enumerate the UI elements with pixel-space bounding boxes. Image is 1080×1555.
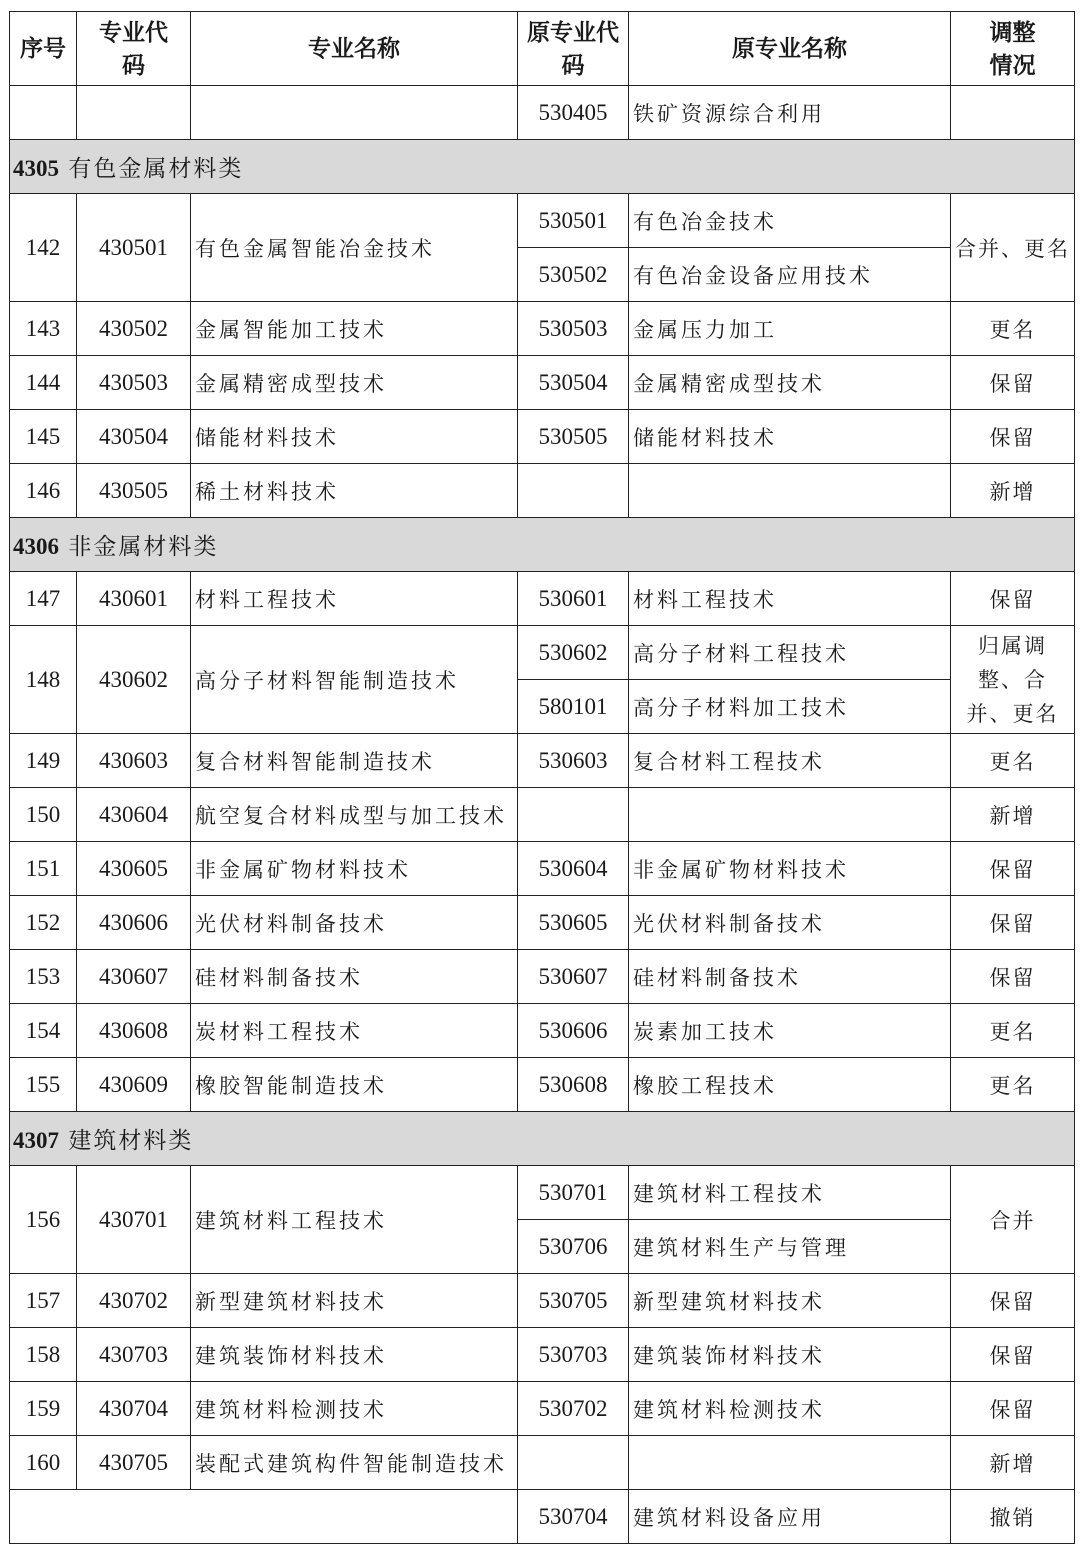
- code-cell: 430505: [77, 464, 191, 518]
- name-cell: 航空复合材料成型与加工技术: [191, 788, 518, 842]
- table-row: [10, 356, 1075, 410]
- status-cell: 新增: [951, 1436, 1075, 1490]
- orig-code-cell: 530702: [518, 1382, 629, 1436]
- table-row: [10, 194, 1075, 248]
- name-cell: 稀土材料技术: [191, 464, 518, 518]
- seq-cell: 160: [10, 1436, 77, 1490]
- header-seq: 序号: [10, 12, 77, 86]
- orig-name-cell: 建筑材料工程技术: [629, 1166, 951, 1220]
- status-cell: 合并、更名: [951, 194, 1075, 302]
- orig-name-cell: 炭素加工技术: [629, 1004, 951, 1058]
- status-cell: 更名: [951, 1058, 1075, 1112]
- seq-cell: 149: [10, 734, 77, 788]
- name-cell: 建筑材料检测技术: [191, 1382, 518, 1436]
- table-row: [10, 896, 1075, 950]
- name-cell: 有色金属智能冶金技术: [191, 194, 518, 302]
- table-row: [10, 842, 1075, 896]
- status-cell: 保留: [951, 1328, 1075, 1382]
- orig-name-cell: 金属精密成型技术: [629, 356, 951, 410]
- orig-code-cell: 530607: [518, 950, 629, 1004]
- status-cell: 保留: [951, 1274, 1075, 1328]
- seq-cell: 150: [10, 788, 77, 842]
- seq-cell: 146: [10, 464, 77, 518]
- orig-code-cell: [518, 464, 629, 518]
- status-cell: 保留: [951, 950, 1075, 1004]
- orig-name-cell: 高分子材料加工技术: [629, 680, 951, 734]
- header-row: [10, 12, 1075, 86]
- table-row: [10, 1058, 1075, 1112]
- orig-name-cell: 高分子材料工程技术: [629, 626, 951, 680]
- orig-name-cell: 建筑装饰材料技术: [629, 1328, 951, 1382]
- name-cell: 金属智能加工技术: [191, 302, 518, 356]
- name-cell: 材料工程技术: [191, 572, 518, 626]
- seq-cell: 156: [10, 1166, 77, 1274]
- header-orig-name: 原专业名称: [629, 12, 951, 86]
- code-cell: 430701: [77, 1166, 191, 1274]
- orig-code-cell: 530502: [518, 248, 629, 302]
- category-code: 4305: [13, 156, 59, 181]
- seq-cell: 147: [10, 572, 77, 626]
- orig-code-cell: 530701: [518, 1166, 629, 1220]
- seq-cell: 159: [10, 1382, 77, 1436]
- seq-cell: 153: [10, 950, 77, 1004]
- code-cell: 430606: [77, 896, 191, 950]
- category-name: 非金属材料类: [68, 534, 219, 560]
- orig-code-cell: 530604: [518, 842, 629, 896]
- code-cell: 430609: [77, 1058, 191, 1112]
- table-row: [10, 1166, 1075, 1220]
- category-cell: [10, 518, 1075, 572]
- code-cell: 430704: [77, 1382, 191, 1436]
- seq-cell: 145: [10, 410, 77, 464]
- header-name: 专业名称: [191, 12, 518, 86]
- name-cell: 建筑装饰材料技术: [191, 1328, 518, 1382]
- category-name: 建筑材料类: [68, 1128, 194, 1154]
- orig-name-cell: 建筑材料检测技术: [629, 1382, 951, 1436]
- orig-code-cell: 530706: [518, 1220, 629, 1274]
- orig-name-cell: 金属压力加工: [629, 302, 951, 356]
- seq-cell: 158: [10, 1328, 77, 1382]
- code-cell: 430504: [77, 410, 191, 464]
- seq-cell: 143: [10, 302, 77, 356]
- table-row: [10, 1328, 1075, 1382]
- status-cell: 保留: [951, 356, 1075, 410]
- code-cell: 430605: [77, 842, 191, 896]
- category-code: 4306: [13, 534, 59, 559]
- orig-name-cell: 光伏材料制备技术: [629, 896, 951, 950]
- orig-code-cell: 530602: [518, 626, 629, 680]
- orig-name-cell: 新型建筑材料技术: [629, 1274, 951, 1328]
- orig-name-cell: 材料工程技术: [629, 572, 951, 626]
- category-cell: [10, 1112, 1075, 1166]
- category-code: 4307: [13, 1128, 59, 1153]
- name-cell: 橡胶智能制造技术: [191, 1058, 518, 1112]
- status-cell: 更名: [951, 734, 1075, 788]
- orig-name-cell: 橡胶工程技术: [629, 1058, 951, 1112]
- status-cell: 新增: [951, 464, 1075, 518]
- name-cell: 光伏材料制备技术: [191, 896, 518, 950]
- status-cell: 保留: [951, 896, 1075, 950]
- header-code: 专业代码: [77, 12, 191, 86]
- table-row: [10, 410, 1075, 464]
- status-cell: [951, 86, 1075, 140]
- table-row: [10, 572, 1075, 626]
- name-cell: 装配式建筑构件智能制造技术: [191, 1436, 518, 1490]
- name-cell: 硅材料制备技术: [191, 950, 518, 1004]
- orig-code-cell: 530505: [518, 410, 629, 464]
- code-cell: 430608: [77, 1004, 191, 1058]
- code-cell: 430503: [77, 356, 191, 410]
- status-cell: 保留: [951, 410, 1075, 464]
- orig-code-cell: 530601: [518, 572, 629, 626]
- code-cell: 430501: [77, 194, 191, 302]
- orig-code-cell: 530504: [518, 356, 629, 410]
- seq-cell: 144: [10, 356, 77, 410]
- orig-code-cell: 530503: [518, 302, 629, 356]
- name-cell: 金属精密成型技术: [191, 356, 518, 410]
- header-orig-code: 原专业代码: [518, 12, 629, 86]
- table-row: [10, 734, 1075, 788]
- name-cell: [191, 86, 518, 140]
- status-cell: 保留: [951, 1382, 1075, 1436]
- category-cell: [10, 140, 1075, 194]
- name-cell: 复合材料智能制造技术: [191, 734, 518, 788]
- table-row: [10, 464, 1075, 518]
- category-name: 有色金属材料类: [68, 156, 244, 182]
- empty-cell: [10, 1490, 518, 1544]
- table-row: [10, 302, 1075, 356]
- orig-code-cell: 530603: [518, 734, 629, 788]
- orig-code-cell: 530405: [518, 86, 629, 140]
- code-cell: 430702: [77, 1274, 191, 1328]
- table-row: [10, 950, 1075, 1004]
- table-row: [10, 1004, 1075, 1058]
- code-cell: 430607: [77, 950, 191, 1004]
- code-cell: 430502: [77, 302, 191, 356]
- status-cell: 撤销: [951, 1490, 1075, 1544]
- orig-name-cell: 非金属矿物材料技术: [629, 842, 951, 896]
- orig-code-cell: 530606: [518, 1004, 629, 1058]
- code-cell: [77, 86, 191, 140]
- table-row: [10, 626, 1075, 680]
- status-cell: 更名: [951, 1004, 1075, 1058]
- status-cell: 合并: [951, 1166, 1075, 1274]
- orig-code-cell: 530704: [518, 1490, 629, 1544]
- status-cell: 新增: [951, 788, 1075, 842]
- name-cell: 高分子材料智能制造技术: [191, 626, 518, 734]
- orig-name-cell: [629, 788, 951, 842]
- orig-code-cell: 530703: [518, 1328, 629, 1382]
- orig-name-cell: 硅材料制备技术: [629, 950, 951, 1004]
- orig-name-cell: 有色冶金设备应用技术: [629, 248, 951, 302]
- seq-cell: 142: [10, 194, 77, 302]
- seq-cell: [10, 86, 77, 140]
- orig-name-cell: 建筑材料设备应用: [629, 1490, 951, 1544]
- major-adjustment-table: [9, 11, 1075, 1544]
- orig-code-cell: [518, 1436, 629, 1490]
- status-cell: 更名: [951, 302, 1075, 356]
- table-row: [10, 86, 1075, 140]
- category-row: [10, 140, 1075, 194]
- orig-code-cell: 530605: [518, 896, 629, 950]
- code-cell: 430602: [77, 626, 191, 734]
- code-cell: 430603: [77, 734, 191, 788]
- orig-name-cell: [629, 464, 951, 518]
- status-cell: 归属调整、合并、更名: [951, 626, 1075, 734]
- orig-name-cell: 有色冶金技术: [629, 194, 951, 248]
- header-status: 调整情况: [951, 12, 1075, 86]
- table-row: [10, 1382, 1075, 1436]
- table-row: [10, 1274, 1075, 1328]
- status-cell: 保留: [951, 842, 1075, 896]
- code-cell: 430604: [77, 788, 191, 842]
- code-cell: 430703: [77, 1328, 191, 1382]
- code-cell: 430601: [77, 572, 191, 626]
- name-cell: 新型建筑材料技术: [191, 1274, 518, 1328]
- orig-code-cell: 530501: [518, 194, 629, 248]
- table-row: [10, 1490, 1075, 1544]
- seq-cell: 157: [10, 1274, 77, 1328]
- name-cell: 建筑材料工程技术: [191, 1166, 518, 1274]
- table-row: [10, 788, 1075, 842]
- status-cell: 保留: [951, 572, 1075, 626]
- orig-name-cell: 铁矿资源综合利用: [629, 86, 951, 140]
- orig-name-cell: [629, 1436, 951, 1490]
- category-row: [10, 1112, 1075, 1166]
- orig-code-cell: [518, 788, 629, 842]
- orig-code-cell: 530705: [518, 1274, 629, 1328]
- seq-cell: 155: [10, 1058, 77, 1112]
- name-cell: 储能材料技术: [191, 410, 518, 464]
- orig-code-cell: 530608: [518, 1058, 629, 1112]
- orig-name-cell: 复合材料工程技术: [629, 734, 951, 788]
- code-cell: 430705: [77, 1436, 191, 1490]
- orig-name-cell: 建筑材料生产与管理: [629, 1220, 951, 1274]
- name-cell: 非金属矿物材料技术: [191, 842, 518, 896]
- orig-name-cell: 储能材料技术: [629, 410, 951, 464]
- seq-cell: 151: [10, 842, 77, 896]
- table-row: [10, 1436, 1075, 1490]
- orig-code-cell: 580101: [518, 680, 629, 734]
- category-row: [10, 518, 1075, 572]
- seq-cell: 154: [10, 1004, 77, 1058]
- seq-cell: 152: [10, 896, 77, 950]
- seq-cell: 148: [10, 626, 77, 734]
- name-cell: 炭材料工程技术: [191, 1004, 518, 1058]
